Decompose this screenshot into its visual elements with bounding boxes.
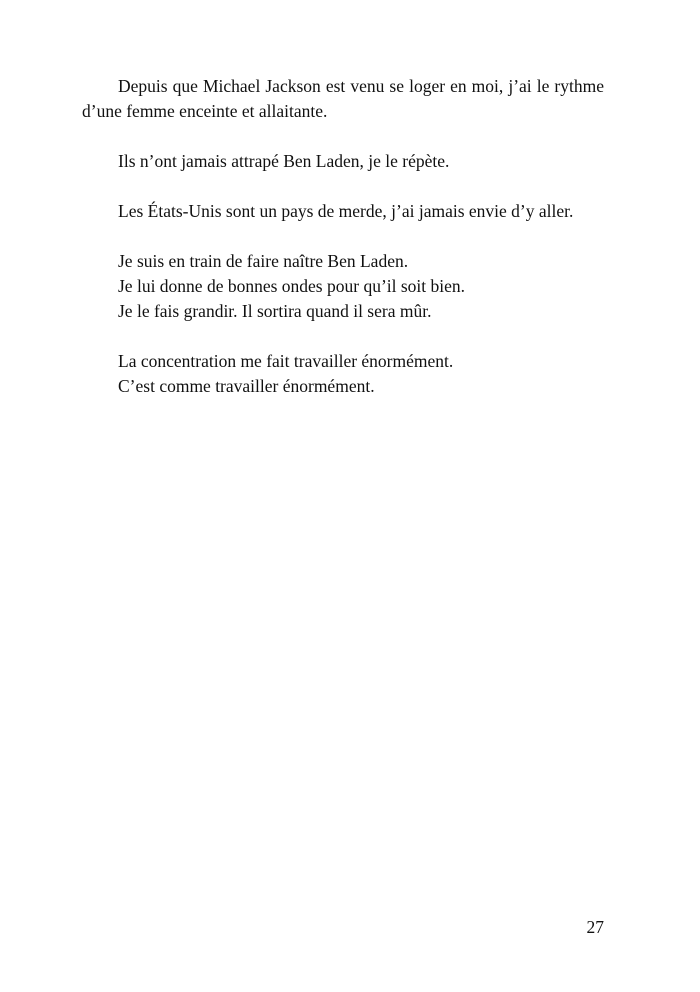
stanza-2-line-1: La concentration me fait travailler énormément. <box>118 351 454 371</box>
paragraph-3: Les États-Unis sont un pays de merde, j’ai jamais envie d’y aller. <box>118 201 574 221</box>
page-number: 27 <box>586 917 604 937</box>
stanza-1-line-3: Je le fais grandir. Il sortira quand il sera mûr. <box>118 301 432 321</box>
stanza-2-line-2: C’est comme travailler énormément. <box>118 376 375 396</box>
stanza-2 <box>82 349 604 399</box>
stanza-1-line-1: Je suis en train de faire naître Ben Laden. <box>118 251 409 271</box>
text-body <box>82 74 604 424</box>
paragraph-2: Ils n’ont jamais attrapé Ben Laden, je le répète. <box>118 151 450 171</box>
stanza-1-line-2: Je lui donne de bonnes ondes pour qu’il soit bien. <box>118 276 466 296</box>
paragraph-1: Depuis que Michael Jackson est venu se loger en moi, j’ai le rythme d’une femme enceinte et allaitante. <box>82 76 604 121</box>
stanza-1 <box>82 249 604 324</box>
